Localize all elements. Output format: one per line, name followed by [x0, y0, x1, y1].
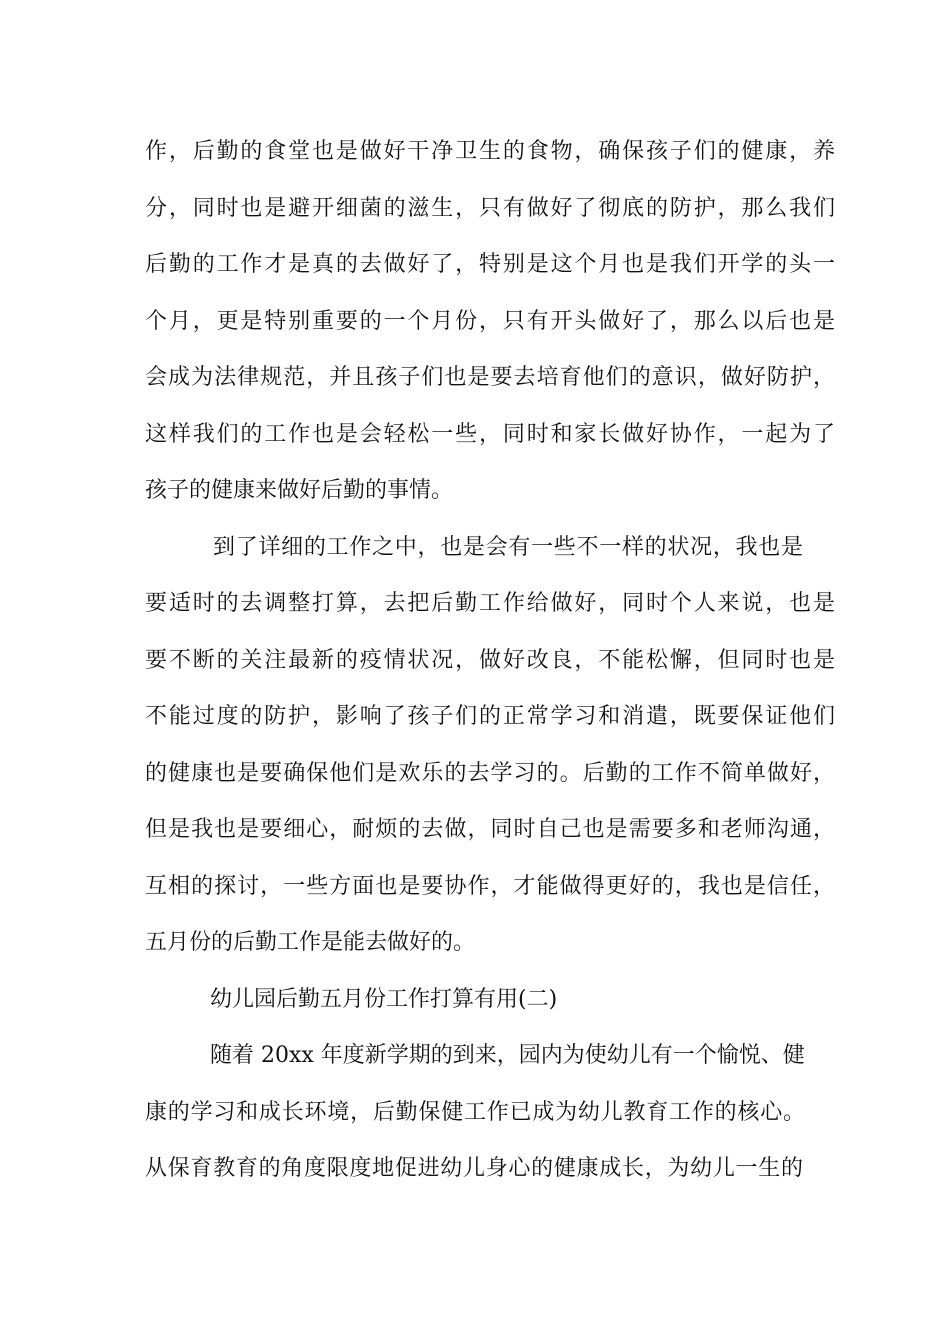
text-line: 五月份的后勤工作是能去做好的。: [145, 930, 476, 955]
text-line: 后勤的工作才是真的去做好了，特别是这个月也是我们开学的头一: [145, 252, 835, 277]
text-line: 这样我们的工作也是会轻松一些，同时和家长做好协作，一起为了: [145, 422, 835, 447]
text-line: 要适时的去调整打算，去把后勤工作给做好，同时个人来说，也是: [145, 591, 835, 616]
text-line: 互相的探讨，一些方面也是要协作，才能做得更好的，我也是信任，: [145, 874, 835, 899]
text-line: 不能过度的防护，影响了孩子们的正常学习和消遣，既要保证他们: [145, 704, 835, 729]
text-line: 从保育教育的角度限度地促进幼儿身心的健康成长，为幼儿一生的: [145, 1156, 803, 1181]
paragraph-first-line: 随着 20xx 年度新学期的到来，园内为使幼儿有一个愉悦、健: [210, 1043, 805, 1068]
text-line: 孩子的健康来做好后勤的事情。: [145, 478, 454, 503]
text-line: 会成为法律规范，并且孩子们也是要去培育他们的意识，做好防护，: [145, 365, 835, 390]
text-line: 作，后勤的食堂也是做好干净卫生的食物，确保孩子们的健康，养: [145, 139, 835, 164]
text-line: 但是我也是要细心，耐烦的去做，同时自己也是需要多和老师沟通，: [145, 817, 835, 842]
text-line: 个月，更是特别重要的一个月份，只有开头做好了，那么以后也是: [145, 309, 835, 334]
text-line: 康的学习和成长环境，后勤保健工作已成为幼儿教育工作的核心。: [145, 1100, 805, 1125]
text-line: 要不断的关注最新的疫情状况，做好改良，不能松懈，但同时也是: [145, 648, 835, 673]
section-heading: 幼儿园后勤五月份工作打算有用(二): [210, 987, 558, 1012]
text-line: 分，同时也是避开细菌的滋生，只有做好了彻底的防护，那么我们: [145, 196, 835, 221]
paragraph-first-line: 到了详细的工作之中，也是会有一些不一样的状况，我也是: [213, 535, 803, 560]
text-line: 的健康也是要确保他们是欢乐的去学习的。后勤的工作不简单做好，: [145, 761, 835, 786]
